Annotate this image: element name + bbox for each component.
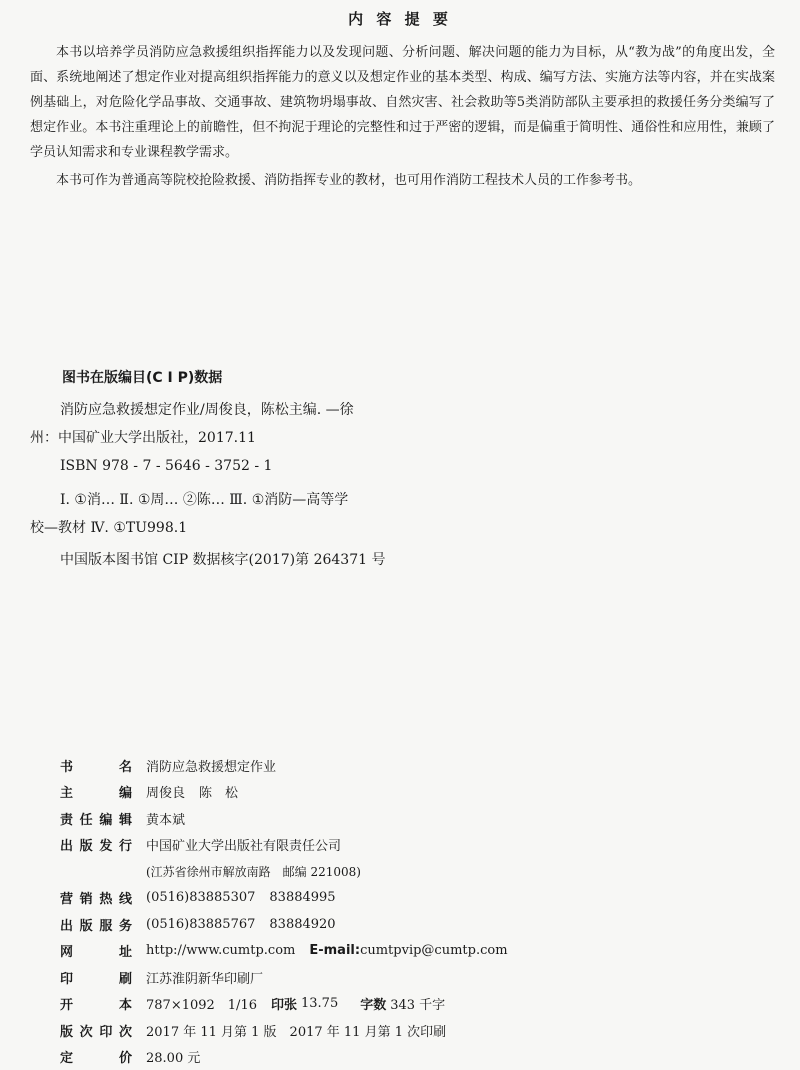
- summary-title: 内 容 提 要: [0, 8, 800, 29]
- colophon-table: [60, 752, 780, 1070]
- colophon-row-sales: [60, 885, 780, 912]
- website-link[interactable]: http://www.cumtp.com: [146, 943, 295, 958]
- edition-label: 版次印次: [60, 1021, 132, 1040]
- publisher: 中国矿业大学出版社有限责任公司: [146, 835, 341, 854]
- publisher-address: (江苏省徐州市解放南路 邮编 221008): [146, 863, 361, 880]
- resp-editor-label: 责任编辑: [60, 809, 132, 828]
- service-label: 出版服务: [60, 915, 132, 934]
- colophon-row-format: [60, 991, 780, 1018]
- cip-verify-number: 中国版本图书馆 CIP 数据核字(2017)第 264371 号: [30, 546, 750, 574]
- colophon-row-resp-editor: [60, 805, 780, 832]
- sheets-label: 印张: [271, 994, 297, 1013]
- book-name: 消防应急救援想定作业: [146, 756, 276, 775]
- cip-line-title: 消防应急救援想定作业/周俊良，陈松主编. —徐: [30, 396, 750, 424]
- cip-line-classification: Ⅰ. ①消… Ⅱ. ①周… ②陈… Ⅲ. ①消防—高等学: [30, 486, 750, 514]
- colophon-row-edition: [60, 1017, 780, 1044]
- format: 787×1092 1/16: [146, 994, 257, 1013]
- cip-line-isbn: ISBN 978 - 7 - 5646 - 3752 - 1: [30, 452, 750, 480]
- sales-phone-2: 83884995: [269, 890, 335, 905]
- cip-line-classification-cont: 校—教材 Ⅳ. ①TU998.1: [30, 514, 750, 542]
- printer-label: 印 刷: [60, 968, 132, 987]
- summary-paragraph: 本书以培养学员消防应急救援组织指挥能力以及发现问题、分析问题、解决问题的能力为目标，从“教为战”的角度出发，全面、系统地阐述了想定作业对提高组织指挥能力的意义以及想定作业的基本类型、构成、编写方法、实施方法等内容，并在实战案例基础上，对危险化学品事故、交通事故、建筑物坍塌事故、自然灾害、社会救助等5类消防部队主要承担的救援任务分类编写了想定作业。本书注重理论上的前瞻性，但不拘泥于理论的完整性和过于严密的逻辑，而是偏重于简明性、通俗性和应用性，兼顾了学员认知需求和专业课程教学需求。: [30, 40, 775, 165]
- editor-1: 周俊良: [146, 782, 185, 801]
- publisher-label: 出版发行: [60, 835, 132, 854]
- service-phone-2: 83884920: [269, 917, 335, 932]
- cip-line-publisher: 州：中国矿业大学出版社，2017.11: [30, 424, 750, 452]
- price: 28.00 元: [146, 1047, 200, 1066]
- colophon-row-printer: [60, 964, 780, 991]
- words: 343 千字: [390, 994, 445, 1013]
- summary-body: [30, 40, 775, 193]
- price-label: 定 价: [60, 1047, 132, 1066]
- words-label: 字数: [360, 994, 386, 1013]
- cip-block: [30, 396, 750, 574]
- email-link[interactable]: cumtpvip@cumtp.com: [360, 943, 507, 958]
- printer: 江苏淮阴新华印刷厂: [146, 968, 263, 987]
- sales-phone-1: (0516)83885307: [146, 890, 255, 905]
- colophon-row-publisher: [60, 832, 780, 859]
- editor-2: 陈 松: [199, 782, 238, 801]
- colophon-row-service: [60, 911, 780, 938]
- colophon-row-editors: [60, 779, 780, 806]
- resp-editor: 黄本斌: [146, 809, 185, 828]
- website-label: 网 址: [60, 941, 132, 960]
- colophon-row-address: [60, 858, 780, 885]
- service-phone-1: (0516)83885767: [146, 917, 255, 932]
- email-label: E-mail:: [309, 943, 360, 958]
- colophon-row-book-name: [60, 752, 780, 779]
- format-label: 开 本: [60, 994, 132, 1013]
- summary-paragraph: 本书可作为普通高等院校抢险救援、消防指挥专业的教材，也可用作消防工程技术人员的工作参考书。: [30, 168, 775, 193]
- sales-label: 营销热线: [60, 888, 132, 907]
- editors-label: 主 编: [60, 782, 132, 801]
- book-name-label: 书 名: [60, 756, 132, 775]
- sheets: 13.75: [301, 996, 338, 1011]
- edition: 2017 年 11 月第 1 版 2017 年 11 月第 1 次印刷: [146, 1021, 446, 1040]
- colophon-row-website: [60, 938, 780, 965]
- colophon-row-price: [60, 1044, 780, 1070]
- cip-heading: 图书在版编目(C I P)数据: [62, 367, 222, 387]
